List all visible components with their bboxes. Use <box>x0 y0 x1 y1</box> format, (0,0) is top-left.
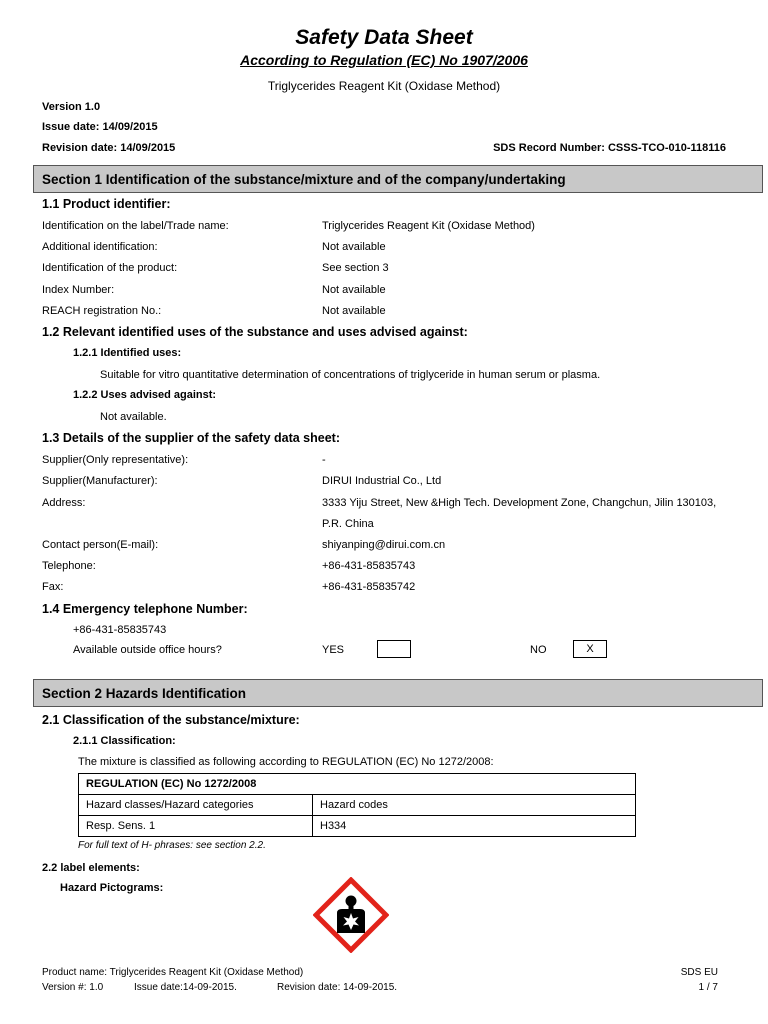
footer-doc-type: SDS EU <box>680 967 718 978</box>
hazard-pictograms-heading: Hazard Pictograms: <box>60 882 164 894</box>
row-label: Identification of the product: <box>42 262 178 274</box>
table-row <box>79 816 636 837</box>
section-1-header: Section 1 Identification of the substance/mixture and of the company/undertaking <box>33 165 763 193</box>
row-value: DIRUI Industrial Co., Ltd <box>322 475 442 487</box>
product-name: Triglycerides Reagent Kit (Oxidase Method) <box>267 79 501 93</box>
row-value: P.R. China <box>322 518 374 530</box>
row-label: Index Number: <box>42 284 115 296</box>
heading-2-1-1: 2.1.1 Classification: <box>73 735 176 747</box>
heading-1-3: 1.3 Details of the supplier of the safety data sheet: <box>42 431 340 445</box>
heading-1-2: 1.2 Relevant identified uses of the substance and uses advised against: <box>42 325 468 339</box>
heading-1-2-1: 1.2.1 Identified uses: <box>73 347 182 359</box>
footer-issue-date: Issue date:14-09-2015. <box>134 982 237 993</box>
row-value: Not available <box>322 305 386 317</box>
footer-product-name: Product name: Triglycerides Reagent Kit (Oxidase Method) <box>42 967 304 978</box>
uses-advised-against-text: Not available. <box>100 411 167 423</box>
classification-text: The mixture is classified as following according to REGULATION (EC) No 1272/2008: <box>78 756 494 768</box>
sds-record-number: SDS Record Number: CSSS-TCO-010-118116 <box>493 142 726 154</box>
yes-checkbox[interactable] <box>377 640 411 658</box>
row-value: See section 3 <box>322 262 389 274</box>
heading-1-1: 1.1 Product identifier: <box>42 197 171 211</box>
yes-label: YES <box>322 644 345 656</box>
heading-1-4: 1.4 Emergency telephone Number: <box>42 602 248 616</box>
regulation-table <box>78 773 636 837</box>
row-value: +86-431-85835742 <box>322 581 416 593</box>
office-hours-question: Available outside office hours? <box>73 644 222 656</box>
row-label: Telephone: <box>42 560 96 572</box>
health-hazard-icon <box>313 877 389 953</box>
version-label: Version 1.0 <box>42 101 101 113</box>
no-checkbox[interactable]: X <box>573 640 607 658</box>
emergency-phone: +86-431-85835743 <box>73 624 167 636</box>
row-label: Supplier(Only representative): <box>42 454 189 466</box>
row-label: Additional identification: <box>42 241 158 253</box>
no-label: NO <box>530 644 547 656</box>
row-value: shiyanping@dirui.com.cn <box>322 539 446 551</box>
document-title: Safety Data Sheet <box>295 26 473 49</box>
revision-date: Revision date: 14/09/2015 <box>42 142 176 154</box>
heading-1-2-2: 1.2.2 Uses advised against: <box>73 389 217 401</box>
footer-page-number: 1 / 7 <box>698 982 718 993</box>
row-label: Identification on the label/Trade name: <box>42 220 229 232</box>
row-value: 3333 Yiju Street, New &High Tech. Development Zone, Changchun, Jilin 130103, <box>322 497 717 509</box>
identified-uses-text: Suitable for vitro quantitative determination of concentrations of triglyceride in human serum or plasma. <box>100 369 601 381</box>
table-caption: REGULATION (EC) No 1272/2008 <box>79 774 636 795</box>
heading-2-1: 2.1 Classification of the substance/mixture: <box>42 713 300 727</box>
table-cell: Resp. Sens. 1 <box>79 816 313 837</box>
row-label: Contact person(E-mail): <box>42 539 159 551</box>
row-value: Triglycerides Reagent Kit (Oxidase Method) <box>322 220 535 232</box>
row-value: - <box>322 454 326 466</box>
issue-date: Issue date: 14/09/2015 <box>42 121 158 133</box>
row-label: REACH registration No.: <box>42 305 162 317</box>
row-value: Not available <box>322 284 386 296</box>
section-2-header: Section 2 Hazards Identification <box>33 679 763 707</box>
table-note: For full text of H- phrases: see section 2.2. <box>78 840 266 851</box>
footer-version: Version #: 1.0 <box>42 982 104 993</box>
row-label: Address: <box>42 497 86 509</box>
table-header-cell: Hazard classes/Hazard categories <box>79 795 313 816</box>
row-label: Fax: <box>42 581 64 593</box>
row-value: +86-431-85835743 <box>322 560 416 572</box>
table-cell: H334 <box>313 816 636 837</box>
document-subtitle: According to Regulation (EC) No 1907/2006 <box>240 52 528 68</box>
footer-revision-date: Revision date: 14-09-2015. <box>277 982 398 993</box>
heading-2-2: 2.2 label elements: <box>42 862 140 874</box>
table-header-cell: Hazard codes <box>313 795 636 816</box>
row-label: Supplier(Manufacturer): <box>42 475 158 487</box>
row-value: Not available <box>322 241 386 253</box>
